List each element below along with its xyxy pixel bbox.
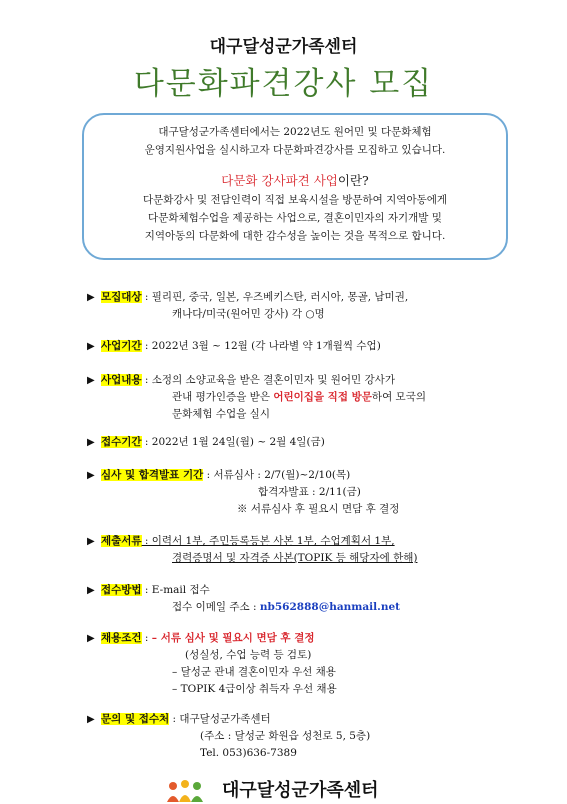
email-link[interactable]: nb562888@hanmail.net [259, 601, 400, 613]
section-label: 채용조건 [101, 632, 142, 644]
intro-desc: 다문화강사 및 전담인력이 직접 보육시설을 방문하여 지역아동에게 [142, 194, 448, 206]
section-docs [87, 533, 417, 567]
triangle-bullet-icon: ▶ [87, 633, 95, 644]
triangle-bullet-icon: ▶ [87, 585, 95, 596]
section-text: : 필리핀, 중국, 일본, 우즈베키스탄, 러시아, 몽골, 남미권, [141, 291, 409, 303]
section-label: 심사 및 합격발표 기간 [101, 469, 204, 481]
intro-question-highlight: 다문화 강사파견 사업 [221, 173, 338, 188]
triangle-bullet-icon: ▶ [87, 341, 95, 352]
section-text: : 2022년 1월 24일(월) ~ 2월 4일(금) [141, 436, 325, 448]
triangle-bullet-icon: ▶ [87, 536, 95, 547]
section-label: 문의 및 접수처 [101, 713, 170, 725]
section-text: 합격자발표 : 2/11(금) [258, 486, 361, 498]
section-text: 경력증명서 및 자격증 사본(TOPIK 등 해당자에 한해) [172, 552, 418, 564]
intro-desc: 지역아동의 다문화에 대한 감수성을 높이는 것을 목적으로 합니다. [144, 230, 446, 242]
intro-desc: 다문화체험수업을 제공하는 사업으로, 결혼이민자의 자기개발 및 [148, 212, 442, 224]
section-conditions [87, 630, 337, 698]
section-contact [87, 711, 370, 762]
triangle-bullet-icon: ▶ [87, 470, 95, 481]
section-text: 문화체험 수업을 실시 [172, 408, 270, 420]
section-text: : 대구달성군가족센터 [169, 713, 271, 725]
section-label: 사업기간 [101, 340, 142, 352]
section-text: : 이력서 1부, 주민등록등본 사본 1부, 수업계획서 1부, [141, 535, 395, 547]
intro-question [84, 171, 506, 191]
org-name-top: 대구달성군가족센터 [209, 37, 358, 57]
section-text [87, 389, 426, 406]
page-title: 다문화파견강사 모집 [133, 66, 434, 102]
section-period [87, 338, 381, 355]
section-text: (주소 : 달성군 화원읍 성천로 5, 5층) [200, 730, 371, 742]
triangle-bullet-icon: ▶ [87, 292, 95, 303]
section-text: – TOPIK 4급이상 취득자 우선 채용 [172, 683, 337, 695]
intro-question-rest: 이란? [337, 173, 369, 188]
section-label: 사업내용 [101, 374, 142, 386]
section-text-part: 접수 이메일 주소 : [172, 601, 260, 613]
triangle-bullet-icon: ▶ [87, 714, 95, 725]
section-text: 캐나다/미국(원어민 강사) 각 ○명 [172, 308, 325, 320]
section-label: 접수기간 [101, 436, 142, 448]
section-text: : [141, 632, 152, 644]
section-recruit [87, 289, 408, 323]
section-text: : 서류심사 : 2/7(월)~2/10(목) [203, 469, 351, 481]
section-text [87, 599, 400, 616]
intro-line: 운영지원사업을 실시하고자 다문화파견강사를 모집하고 있습니다. [144, 144, 446, 156]
section-label: 접수방법 [101, 584, 142, 596]
section-text-part: 관내 평가인증을 받은 [172, 391, 274, 403]
section-label: 제출서류 [101, 535, 142, 547]
section-text: (성실성, 수업 능력 등 검토) [185, 649, 312, 661]
section-text-part: 하여 모국의 [371, 391, 426, 403]
section-text: – 달성군 관내 결혼이민자 우선 채용 [172, 666, 336, 678]
intro-line: 대구달성군가족센터에서는 2022년도 원어민 및 다문화체험 [158, 126, 432, 138]
section-text: : E-mail 접수 [141, 584, 210, 596]
intro-box [82, 113, 508, 260]
section-review [87, 467, 399, 518]
triangle-bullet-icon: ▶ [87, 437, 95, 448]
section-method [87, 582, 400, 616]
section-highlight: – 서류 심사 및 필요시 면담 후 결정 [151, 632, 315, 644]
section-text: : 2022년 3월 ~ 12월 (각 나라별 약 1개월씩 수업) [141, 340, 381, 352]
section-receipt [87, 434, 325, 451]
section-content [87, 372, 426, 423]
triangle-bullet-icon: ▶ [87, 375, 95, 386]
footer-org-name: 대구달성군가족센터 [222, 780, 379, 801]
section-text: : 소정의 소양교육을 받은 결혼이민자 및 원어민 강사가 [141, 374, 395, 386]
family-center-logo-icon [163, 778, 209, 804]
section-label: 모집대상 [101, 291, 142, 303]
section-note: ※ 서류심사 후 필요시 면담 후 결정 [237, 503, 400, 515]
section-highlight: 어린이집을 직접 방문 [273, 391, 372, 403]
section-text: Tel. 053)636-7389 [200, 747, 297, 759]
